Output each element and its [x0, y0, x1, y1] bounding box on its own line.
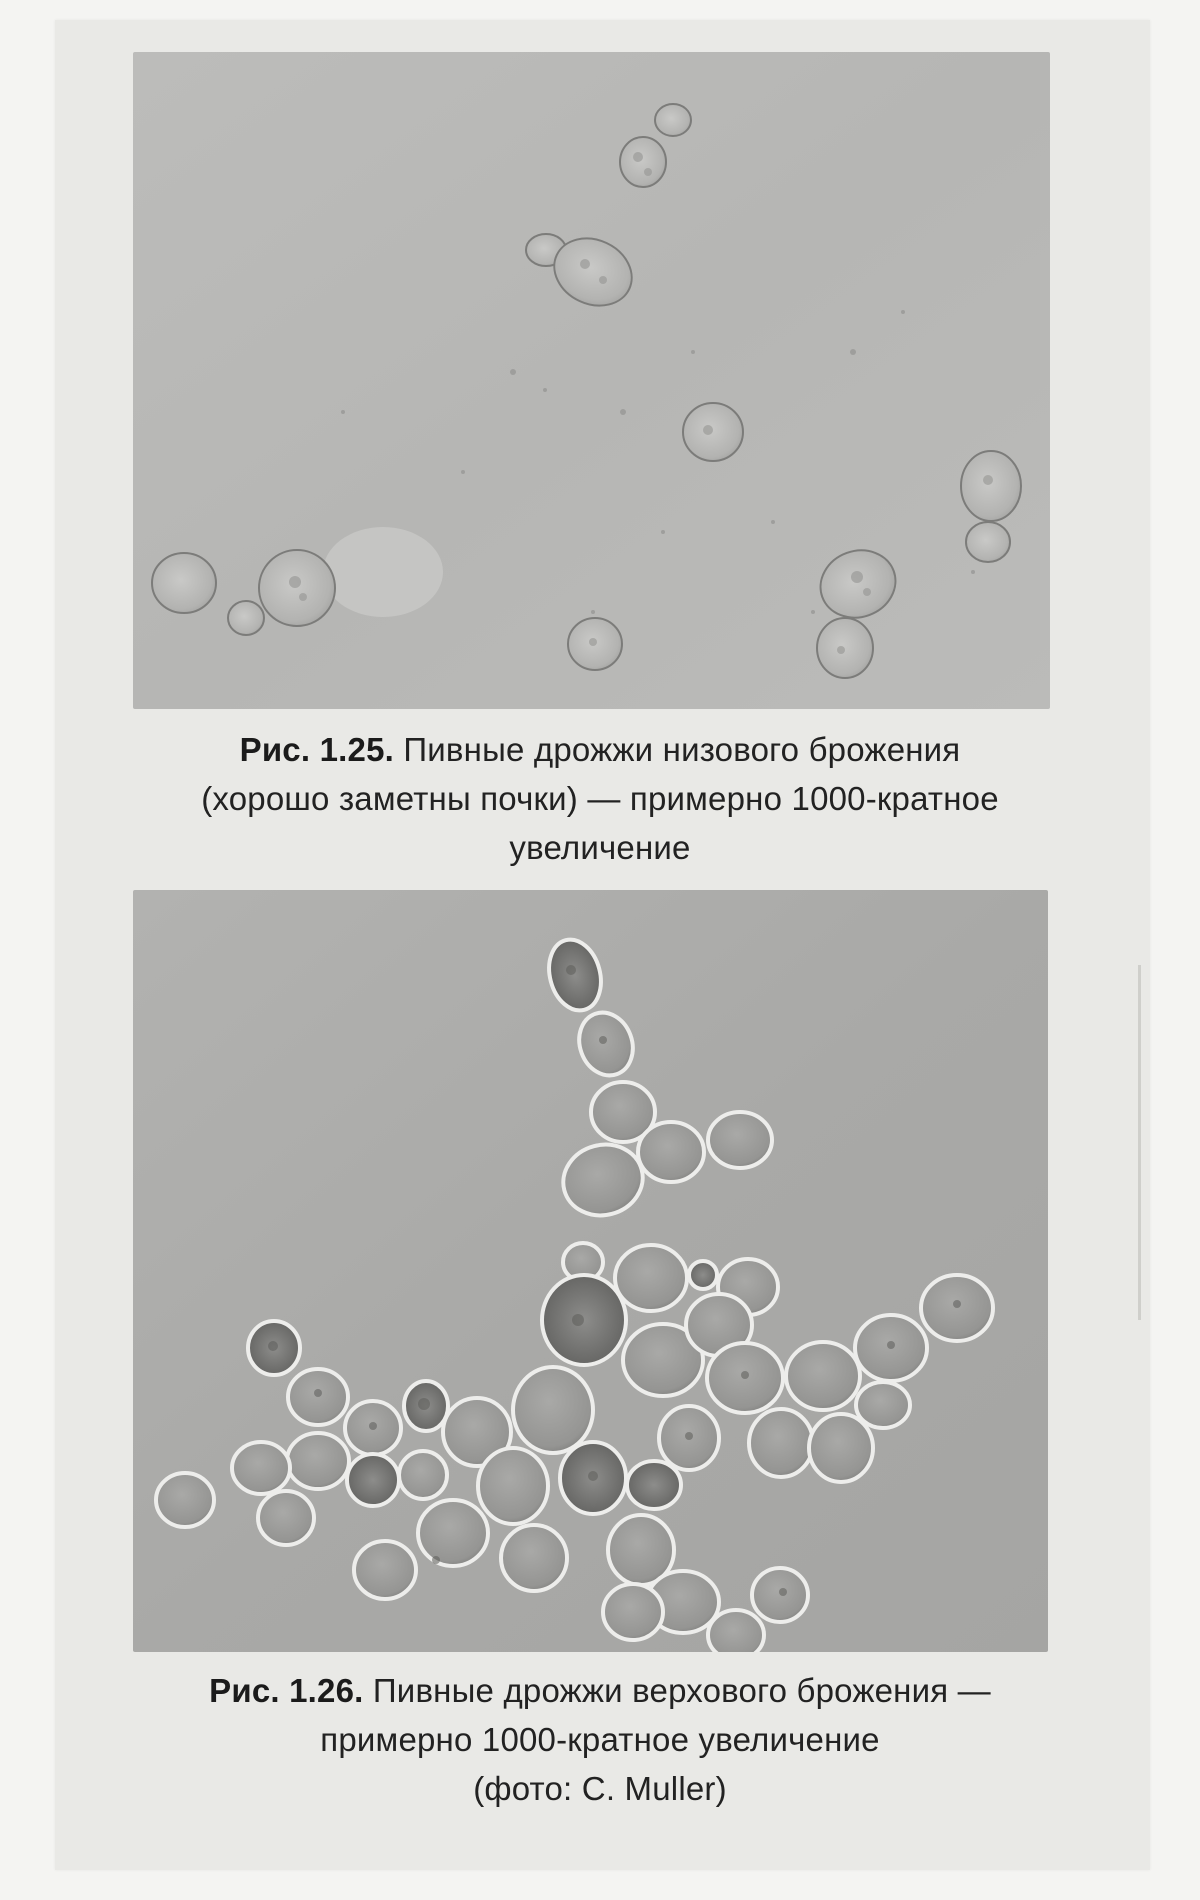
caption-line: [60, 1666, 1140, 1715]
micrograph-bottom-fermenting-yeast: [133, 52, 1050, 709]
page-edge-line: [1138, 965, 1141, 1320]
figure-label: Рис. 1.26.: [209, 1672, 364, 1709]
caption-line: [60, 725, 1140, 774]
caption-text: Пивные дрожжи верхового брожения —: [372, 1672, 991, 1709]
caption-line: (хорошо заметны почки) — примерно 1000-кратное: [201, 780, 999, 817]
figure-caption-1-25: [60, 725, 1140, 872]
figure-caption-1-26: [60, 1666, 1140, 1813]
caption-line: увеличение: [509, 829, 691, 866]
figure-label: Рис. 1.25.: [239, 731, 394, 768]
caption-line: примерно 1000-кратное увеличение: [320, 1721, 880, 1758]
caption-line: (фото: C. Muller): [473, 1770, 727, 1807]
micrograph-top-fermenting-yeast: [133, 890, 1048, 1652]
caption-text: Пивные дрожжи низового брожения: [403, 731, 961, 768]
